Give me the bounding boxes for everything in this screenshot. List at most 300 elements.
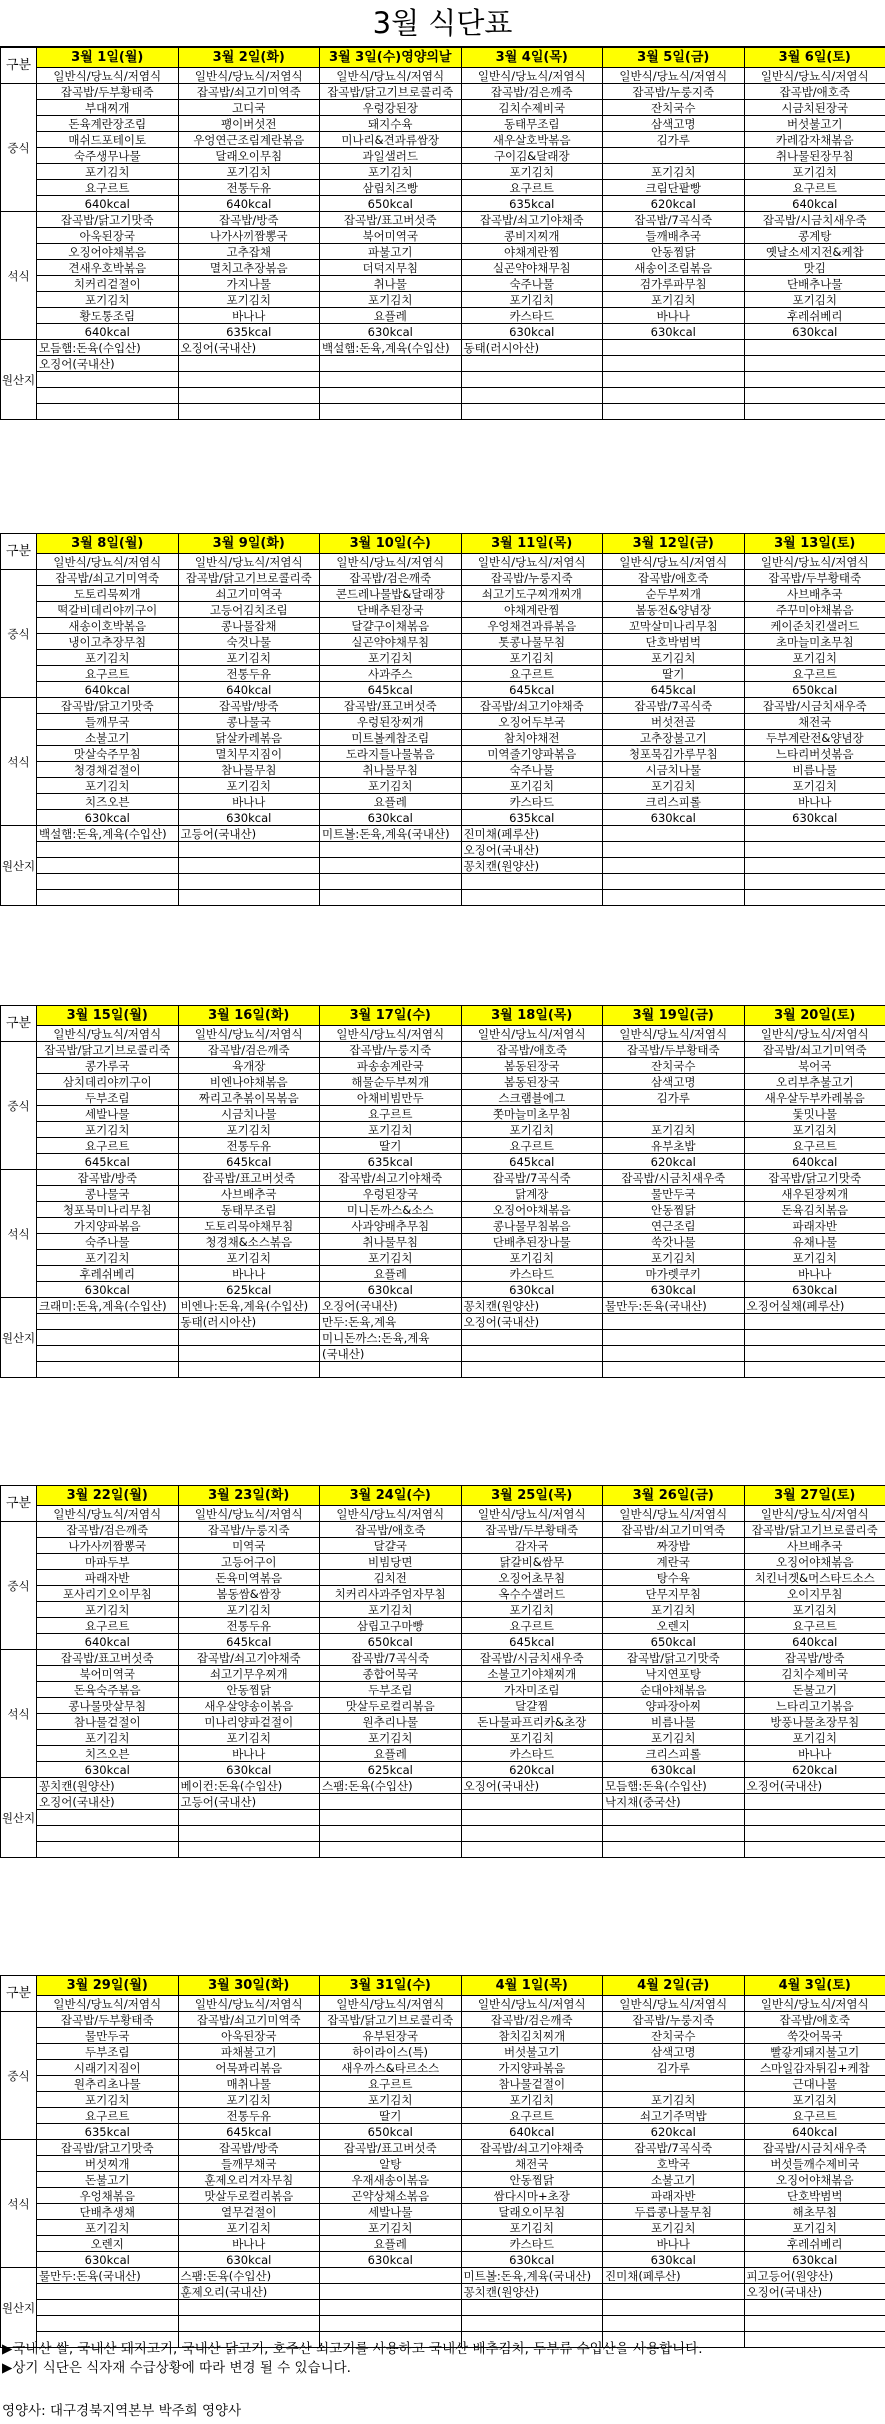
lunch-item: 잡곡밥/검은깨죽 xyxy=(178,1042,320,1058)
lunch-item: 포기김치 xyxy=(461,650,603,666)
dinner-item: 달래오이무침 xyxy=(461,2204,603,2220)
dinner-item: 잡곡밥/시금치새우죽 xyxy=(744,2140,885,2156)
lunch-item: 잡곡밥/닭고기브로콜리죽 xyxy=(320,2012,462,2028)
origin-label: 원산지 xyxy=(1,2268,37,2348)
dinner-item: 잡곡밥/방죽 xyxy=(178,212,320,228)
dinner-item: 비름나물 xyxy=(603,1714,745,1730)
origin-item xyxy=(461,2316,603,2332)
origin-item: 낙지채(중국산) xyxy=(603,1794,745,1810)
lunch-item: 두부조림 xyxy=(37,2044,179,2060)
dinner-item: 잡곡밥/7곡식죽 xyxy=(603,212,745,228)
lunch-item: 케이준치킨샐러드 xyxy=(744,618,885,634)
lunch-label: 중식 xyxy=(1,570,37,698)
lunch-item: 숙주생무나물 xyxy=(37,148,179,164)
lunch-item: 포기김치 xyxy=(461,1602,603,1618)
origin-item xyxy=(320,356,462,372)
dinner-item: 630kcal xyxy=(603,1762,745,1778)
origin-item: 모듬햄:돈육(수입산) xyxy=(603,1778,745,1794)
dinner-item: 630kcal xyxy=(37,2252,179,2268)
origin-item xyxy=(603,2316,745,2332)
origin-item xyxy=(37,1842,179,1858)
day-date: 4월 2일(금) xyxy=(603,1976,745,1996)
dinner-item: 채전국 xyxy=(461,2156,603,2172)
dinner-item: 취나물무침 xyxy=(320,762,462,778)
week-table xyxy=(0,533,885,906)
dinner-item: 실곤약야채무침 xyxy=(461,260,603,276)
lunch-item: 짜리고추볶이목볶음 xyxy=(178,1090,320,1106)
meal-type: 일반식/당뇨식/저염식 xyxy=(37,554,179,570)
lunch-item: 잡곡밥/두부황태죽 xyxy=(37,84,179,100)
lunch-item: 포기김치 xyxy=(320,650,462,666)
dinner-item: 포기김치 xyxy=(37,292,179,308)
dinner-item: 비름나물 xyxy=(744,762,885,778)
lunch-item: 요구르트 xyxy=(461,666,603,682)
dinner-item: 630kcal xyxy=(320,810,462,826)
meal-type: 일반식/당뇨식/저염식 xyxy=(178,1506,320,1522)
dinner-item: 숙주나물 xyxy=(37,1234,179,1250)
dinner-item: 630kcal xyxy=(461,2252,603,2268)
lunch-item: 비빔당면 xyxy=(320,1554,462,1570)
origin-item xyxy=(461,1346,603,1362)
lunch-item: 콘드레나물밥&달래장 xyxy=(320,586,462,602)
lunch-item: 고등어김치조림 xyxy=(178,602,320,618)
lunch-item: 해물순두부찌개 xyxy=(320,1074,462,1090)
origin-item xyxy=(37,1346,179,1362)
origin-item xyxy=(603,890,745,906)
origin-item: 훈제오리(국내산) xyxy=(178,2284,320,2300)
origin-item: 백설햄:돈육,계육(수입산) xyxy=(37,826,179,842)
meal-type: 일반식/당뇨식/저염식 xyxy=(461,1506,603,1522)
dinner-item: 카스타드 xyxy=(461,1266,603,1282)
origin-item xyxy=(461,1330,603,1346)
dinner-item: 쌈다시마+초장 xyxy=(461,2188,603,2204)
dinner-item: 잡곡밥/닭고기맛죽 xyxy=(37,698,179,714)
origin-item xyxy=(37,2300,179,2316)
dinner-label: 석식 xyxy=(1,1170,37,1298)
lunch-item: 포기김치 xyxy=(37,1122,179,1138)
origin-item xyxy=(744,842,885,858)
origin-item xyxy=(461,388,603,404)
lunch-item: 달래오이무침 xyxy=(178,148,320,164)
lunch-item: 참치김치찌개 xyxy=(461,2028,603,2044)
lunch-item: 포기김치 xyxy=(320,164,462,180)
lunch-item: 잡곡밥/닭고기브로콜리죽 xyxy=(178,570,320,586)
origin-item: 미니돈까스:돈육,계육 xyxy=(320,1330,462,1346)
dinner-item: 두부계란전&양념장 xyxy=(744,730,885,746)
lunch-item: 사과주스 xyxy=(320,666,462,682)
lunch-item: 645kcal xyxy=(320,682,462,698)
dinner-item: 포기김치 xyxy=(744,1730,885,1746)
lunch-item: 오렌지 xyxy=(603,1618,745,1634)
dinner-label: 석식 xyxy=(1,2140,37,2268)
dinner-item: 바나나 xyxy=(744,1266,885,1282)
dinner-item: 640kcal xyxy=(37,324,179,340)
dinner-item: 바나나 xyxy=(603,2236,745,2252)
lunch-item: 아욱된장국 xyxy=(178,2028,320,2044)
lunch-item: 주꾸미야채볶음 xyxy=(744,602,885,618)
lunch-item: 우엉채견과류볶음 xyxy=(461,618,603,634)
dinner-item: 파래자반 xyxy=(744,1218,885,1234)
origin-item xyxy=(178,2300,320,2316)
dinner-item: 미트볼케찹조림 xyxy=(320,730,462,746)
dinner-item: 630kcal xyxy=(744,1282,885,1298)
lunch-item: 잡곡밥/애호죽 xyxy=(744,84,885,100)
dinner-item: 단배추생채 xyxy=(37,2204,179,2220)
dinner-item: 바나나 xyxy=(744,794,885,810)
lunch-item: 우엉연근조림계란볶음 xyxy=(178,132,320,148)
lunch-item: 사브배추국 xyxy=(744,586,885,602)
day-date: 3월 31일(수) xyxy=(320,1976,462,1996)
lunch-item: 쇠고기주먹밥 xyxy=(603,2108,745,2124)
origin-item xyxy=(178,2316,320,2332)
meal-type: 일반식/당뇨식/저염식 xyxy=(37,68,179,84)
meal-type: 일반식/당뇨식/저염식 xyxy=(320,1996,462,2012)
origin-item xyxy=(461,372,603,388)
lunch-item: 포사리기오이무침 xyxy=(37,1586,179,1602)
lunch-item: 645kcal xyxy=(461,682,603,698)
dinner-item: 635kcal xyxy=(461,810,603,826)
dinner-item: 바나나 xyxy=(178,2236,320,2252)
signature: 영양사: 대구경북지역본부 박주희 영양사 xyxy=(2,2403,242,2419)
lunch-item: 단무지무침 xyxy=(603,1586,745,1602)
lunch-item: 숙것나물 xyxy=(178,634,320,650)
dinner-item: 새우살양송이볶음 xyxy=(178,1698,320,1714)
lunch-item xyxy=(603,1106,745,1122)
origin-item xyxy=(320,2284,462,2300)
lunch-item: 640kcal xyxy=(178,682,320,698)
dinner-item: 625kcal xyxy=(178,1282,320,1298)
dinner-item: 단배추나물 xyxy=(744,276,885,292)
dinner-item: 맛살두로컬리볶음 xyxy=(178,2188,320,2204)
lunch-item: 포기김치 xyxy=(178,164,320,180)
dinner-item: 후레쉬베리 xyxy=(37,1266,179,1282)
origin-item: 크래미:돈육,계육(수입산) xyxy=(37,1298,179,1314)
lunch-item: 버섯불고기 xyxy=(744,116,885,132)
lunch-item: 잡곡밥/누룽지죽 xyxy=(178,1522,320,1538)
dinner-item: 훈제오리겨자무침 xyxy=(178,2172,320,2188)
dinner-item: 청포묵미나리무침 xyxy=(37,1202,179,1218)
dinner-item: 미나리양파겉절이 xyxy=(178,1714,320,1730)
lunch-item: 탕수육 xyxy=(603,1570,745,1586)
lunch-item: 포기김치 xyxy=(603,1602,745,1618)
lunch-item: 근대나물 xyxy=(744,2076,885,2092)
lunch-item: 650kcal xyxy=(603,1634,745,1650)
lunch-item: 구이김&달래장 xyxy=(461,148,603,164)
day-date: 3월 2일(화) xyxy=(178,48,320,68)
dinner-item: 포기김치 xyxy=(461,292,603,308)
dinner-item: 양파장아찌 xyxy=(603,1698,745,1714)
origin-item xyxy=(320,372,462,388)
dinner-item: 포기김치 xyxy=(178,292,320,308)
dinner-item: 630kcal xyxy=(320,324,462,340)
dinner-item: 630kcal xyxy=(603,2252,745,2268)
origin-item xyxy=(744,372,885,388)
dinner-item: 도토리묵야채무침 xyxy=(178,1218,320,1234)
dinner-item: 잡곡밥/시금치새우죽 xyxy=(744,698,885,714)
dinner-item: 포기김치 xyxy=(178,778,320,794)
origin-item xyxy=(178,1330,320,1346)
lunch-item: 650kcal xyxy=(320,1634,462,1650)
dinner-item: 바나나 xyxy=(178,1266,320,1282)
lunch-item: 요구르트 xyxy=(37,666,179,682)
origin-item xyxy=(744,356,885,372)
footer-notes xyxy=(0,2340,885,2421)
dinner-item: 바나나 xyxy=(178,1746,320,1762)
lunch-label: 중식 xyxy=(1,1522,37,1650)
lunch-item: 포기김치 xyxy=(744,1122,885,1138)
origin-item xyxy=(603,1810,745,1826)
dinner-item: 잡곡밥/표고버섯죽 xyxy=(320,698,462,714)
day-date: 3월 4일(목) xyxy=(461,48,603,68)
meal-type: 일반식/당뇨식/저염식 xyxy=(744,1506,885,1522)
dinner-item: 630kcal xyxy=(320,2252,462,2268)
dinner-item: 야채계란찜 xyxy=(461,244,603,260)
dinner-item: 쇠고기무우찌개 xyxy=(178,1666,320,1682)
dinner-item: 청경채&소스볶음 xyxy=(178,1234,320,1250)
dinner-item: 잡곡밥/표고버섯죽 xyxy=(320,212,462,228)
dinner-item: 사과양배추무침 xyxy=(320,1218,462,1234)
lunch-item: 잡곡밥/쇠고기미역죽 xyxy=(178,84,320,100)
origin-item: 만두:돈육,계육 xyxy=(320,1314,462,1330)
lunch-item: 사브배추국 xyxy=(744,1538,885,1554)
lunch-item: 잡곡밥/누룽지죽 xyxy=(603,2012,745,2028)
origin-item xyxy=(37,1826,179,1842)
lunch-item: 팽이버섯전 xyxy=(178,116,320,132)
meal-type: 일반식/당뇨식/저염식 xyxy=(37,1996,179,2012)
lunch-item: 참나물겉절이 xyxy=(461,2076,603,2092)
lunch-item: 잡곡밥/닭고기브로콜리죽 xyxy=(320,84,462,100)
lunch-item: 유부된장국 xyxy=(320,2028,462,2044)
dinner-item: 포기김치 xyxy=(178,1250,320,1266)
dinner-item: 630kcal xyxy=(320,1282,462,1298)
day-date: 3월 17일(수) xyxy=(320,1006,462,1026)
dinner-item: 630kcal xyxy=(178,2252,320,2268)
dinner-item: 북어미역국 xyxy=(320,228,462,244)
origin-item xyxy=(178,842,320,858)
origin-item xyxy=(37,372,179,388)
dinner-item: 견새우호박볶음 xyxy=(37,260,179,276)
origin-item: 스팸:돈육(수입산) xyxy=(320,1778,462,1794)
lunch-item: 포기김치 xyxy=(744,164,885,180)
meal-type: 일반식/당뇨식/저염식 xyxy=(320,554,462,570)
origin-item xyxy=(178,1826,320,1842)
dinner-item: 630kcal xyxy=(603,324,745,340)
meal-type: 일반식/당뇨식/저염식 xyxy=(461,554,603,570)
origin-item xyxy=(320,1794,462,1810)
origin-item xyxy=(744,2300,885,2316)
lunch-item: 옥수수샐러드 xyxy=(461,1586,603,1602)
origin-item xyxy=(37,842,179,858)
origin-item xyxy=(37,2316,179,2332)
dinner-item: 숙주나물 xyxy=(461,762,603,778)
lunch-item: 새우살호박볶음 xyxy=(461,132,603,148)
meal-type: 일반식/당뇨식/저염식 xyxy=(461,1026,603,1042)
lunch-item: 가지양파볶음 xyxy=(461,2060,603,2076)
lunch-item: 645kcal xyxy=(461,1154,603,1170)
lunch-item: 전통두유 xyxy=(178,666,320,682)
dinner-item: 요플레 xyxy=(320,794,462,810)
dinner-item: 630kcal xyxy=(37,810,179,826)
dinner-item: 아욱된장국 xyxy=(37,228,179,244)
dinner-item: 630kcal xyxy=(744,324,885,340)
lunch-item: 640kcal xyxy=(178,196,320,212)
lunch-item: 645kcal xyxy=(178,1634,320,1650)
dinner-item: 원추리나물 xyxy=(320,1714,462,1730)
dinner-item: 잡곡밥/쇠고기야채죽 xyxy=(178,1650,320,1666)
lunch-item: 잡곡밥/검은깨죽 xyxy=(37,1522,179,1538)
lunch-item: 새우살두부카레볶음 xyxy=(744,1090,885,1106)
dinner-item: 가지양파볶음 xyxy=(37,1218,179,1234)
lunch-item: 전통두유 xyxy=(178,1618,320,1634)
lunch-item: 포기김치 xyxy=(744,1602,885,1618)
dinner-item: 바나나 xyxy=(744,1746,885,1762)
meal-type: 일반식/당뇨식/저염식 xyxy=(461,68,603,84)
dinner-item: 635kcal xyxy=(178,324,320,340)
lunch-item: 요구르트 xyxy=(461,1618,603,1634)
dinner-item: 멸치무지짐이 xyxy=(178,746,320,762)
lunch-item: 포기김치 xyxy=(37,650,179,666)
lunch-item: 635kcal xyxy=(320,1154,462,1170)
dinner-item: 돈불고기 xyxy=(744,1682,885,1698)
dinner-item: 후레쉬베리 xyxy=(744,308,885,324)
lunch-item: 오리부추불고기 xyxy=(744,1074,885,1090)
origin-item: 진미채(페루산) xyxy=(603,2268,745,2284)
dinner-item: 들깨무채국 xyxy=(178,2156,320,2172)
meal-type: 일반식/당뇨식/저염식 xyxy=(744,68,885,84)
meal-type: 일반식/당뇨식/저염식 xyxy=(603,554,745,570)
lunch-item: 달걀구이채볶음 xyxy=(320,618,462,634)
lunch-item: 김가루 xyxy=(603,2060,745,2076)
lunch-item: 650kcal xyxy=(320,2124,462,2140)
lunch-item: 도토리묵찌개 xyxy=(37,586,179,602)
dinner-item: 버섯전골 xyxy=(603,714,745,730)
lunch-item: 삼색고명 xyxy=(603,116,745,132)
origin-item xyxy=(603,842,745,858)
dinner-item: 포기김치 xyxy=(603,2220,745,2236)
lunch-item: 635kcal xyxy=(37,2124,179,2140)
dinner-item: 후레쉬베리 xyxy=(744,2236,885,2252)
dinner-item: 포기김치 xyxy=(320,1250,462,1266)
origin-item xyxy=(744,1330,885,1346)
dinner-item: 630kcal xyxy=(37,1762,179,1778)
origin-item xyxy=(37,1314,179,1330)
origin-item xyxy=(178,1810,320,1826)
dinner-item: 세발나물 xyxy=(320,2204,462,2220)
lunch-item: 냉이고추장무침 xyxy=(37,634,179,650)
lunch-item: 시금치나물 xyxy=(178,1106,320,1122)
lunch-item: 우렁강된장 xyxy=(320,100,462,116)
category-header: 구분 xyxy=(1,534,37,570)
lunch-item: 645kcal xyxy=(178,2124,320,2140)
lunch-item: 요구르트 xyxy=(744,180,885,196)
dinner-item: 닭계장 xyxy=(461,1186,603,1202)
dinner-item: 청경채겉절이 xyxy=(37,762,179,778)
day-date: 3월 18일(목) xyxy=(461,1006,603,1026)
meal-type: 일반식/당뇨식/저염식 xyxy=(320,1026,462,1042)
origin-item: 꽁치캔(원양산) xyxy=(37,1778,179,1794)
lunch-item: 포기김치 xyxy=(320,1122,462,1138)
lunch-item: 포기김치 xyxy=(461,164,603,180)
dinner-item: 잡곡밥/시금치새우죽 xyxy=(461,1650,603,1666)
lunch-item: 삼립치즈빵 xyxy=(320,180,462,196)
lunch-item: 삼색고명 xyxy=(603,1074,745,1090)
origin-item xyxy=(461,874,603,890)
origin-item: 오징어(국내산) xyxy=(461,1778,603,1794)
lunch-item: 매쉬드포테이토 xyxy=(37,132,179,148)
dinner-item: 미역줄기양파볶음 xyxy=(461,746,603,762)
dinner-item: 카스타드 xyxy=(461,794,603,810)
day-date: 3월 1일(월) xyxy=(37,48,179,68)
lunch-item: 잡곡밥/쇠고기미역죽 xyxy=(37,570,179,586)
lunch-item: 640kcal xyxy=(744,1154,885,1170)
dinner-item: 안동찜닭 xyxy=(603,244,745,260)
origin-item xyxy=(461,356,603,372)
origin-item: 모듬햄:돈육(수입산) xyxy=(37,340,179,356)
origin-item xyxy=(178,388,320,404)
dinner-item: 쑥갓나물 xyxy=(603,1234,745,1250)
dinner-item: 들깨배추국 xyxy=(603,228,745,244)
dinner-item: 열무겉절이 xyxy=(178,2204,320,2220)
lunch-item: 640kcal xyxy=(461,2124,603,2140)
dinner-item: 포기김치 xyxy=(320,778,462,794)
lunch-item: 포기김치 xyxy=(320,2092,462,2108)
lunch-item: 포기김치 xyxy=(461,2092,603,2108)
dinner-item: 취나물 xyxy=(320,276,462,292)
meal-type: 일반식/당뇨식/저염식 xyxy=(603,1506,745,1522)
origin-item xyxy=(37,1362,179,1378)
lunch-item: 요구르트 xyxy=(37,1618,179,1634)
dinner-item: 종합어묵국 xyxy=(320,1666,462,1682)
lunch-item: 쑥갓어묵국 xyxy=(744,2028,885,2044)
lunch-item: 달걀국 xyxy=(320,1538,462,1554)
lunch-item: 봄동된장국 xyxy=(461,1058,603,1074)
origin-item xyxy=(461,1810,603,1826)
origin-item: 오징어(국내산) xyxy=(37,356,179,372)
lunch-item xyxy=(603,148,745,164)
dinner-item: 나가사끼짬뽕국 xyxy=(178,228,320,244)
dinner-item: 요플레 xyxy=(320,2236,462,2252)
origin-item xyxy=(461,1794,603,1810)
dinner-item: 두부조림 xyxy=(320,1682,462,1698)
dinner-item: 버섯찌개 xyxy=(37,2156,179,2172)
dinner-item: 콩나물국 xyxy=(178,714,320,730)
dinner-item: 우엉채볶음 xyxy=(37,2188,179,2204)
origin-item: 꽁치캔(원양산) xyxy=(461,2284,603,2300)
day-date: 4월 1일(목) xyxy=(461,1976,603,1996)
lunch-item: 요구르트 xyxy=(744,1138,885,1154)
day-date: 3월 11일(목) xyxy=(461,534,603,554)
origin-item: 동태(러시아산) xyxy=(178,1314,320,1330)
origin-item xyxy=(744,388,885,404)
lunch-item: 삼치데리야끼구이 xyxy=(37,1074,179,1090)
meal-type: 일반식/당뇨식/저염식 xyxy=(178,68,320,84)
lunch-item: 포기김치 xyxy=(178,1122,320,1138)
lunch-item: 잡곡밥/검은깨죽 xyxy=(461,2012,603,2028)
lunch-item: 오징어초무침 xyxy=(461,1570,603,1586)
lunch-label: 중식 xyxy=(1,84,37,212)
origin-item xyxy=(603,1362,745,1378)
lunch-item: 치킨너겟&머스타드소스 xyxy=(744,1570,885,1586)
meal-type: 일반식/당뇨식/저염식 xyxy=(603,1026,745,1042)
lunch-item: 원추리초나물 xyxy=(37,2076,179,2092)
lunch-item: 포기김치 xyxy=(603,164,745,180)
lunch-item: 육개장 xyxy=(178,1058,320,1074)
meal-type: 일반식/당뇨식/저염식 xyxy=(603,68,745,84)
dinner-item: 순대야채볶음 xyxy=(603,1682,745,1698)
origin-item xyxy=(603,340,745,356)
day-date: 3월 20일(토) xyxy=(744,1006,885,1026)
dinner-item: 630kcal xyxy=(461,1282,603,1298)
